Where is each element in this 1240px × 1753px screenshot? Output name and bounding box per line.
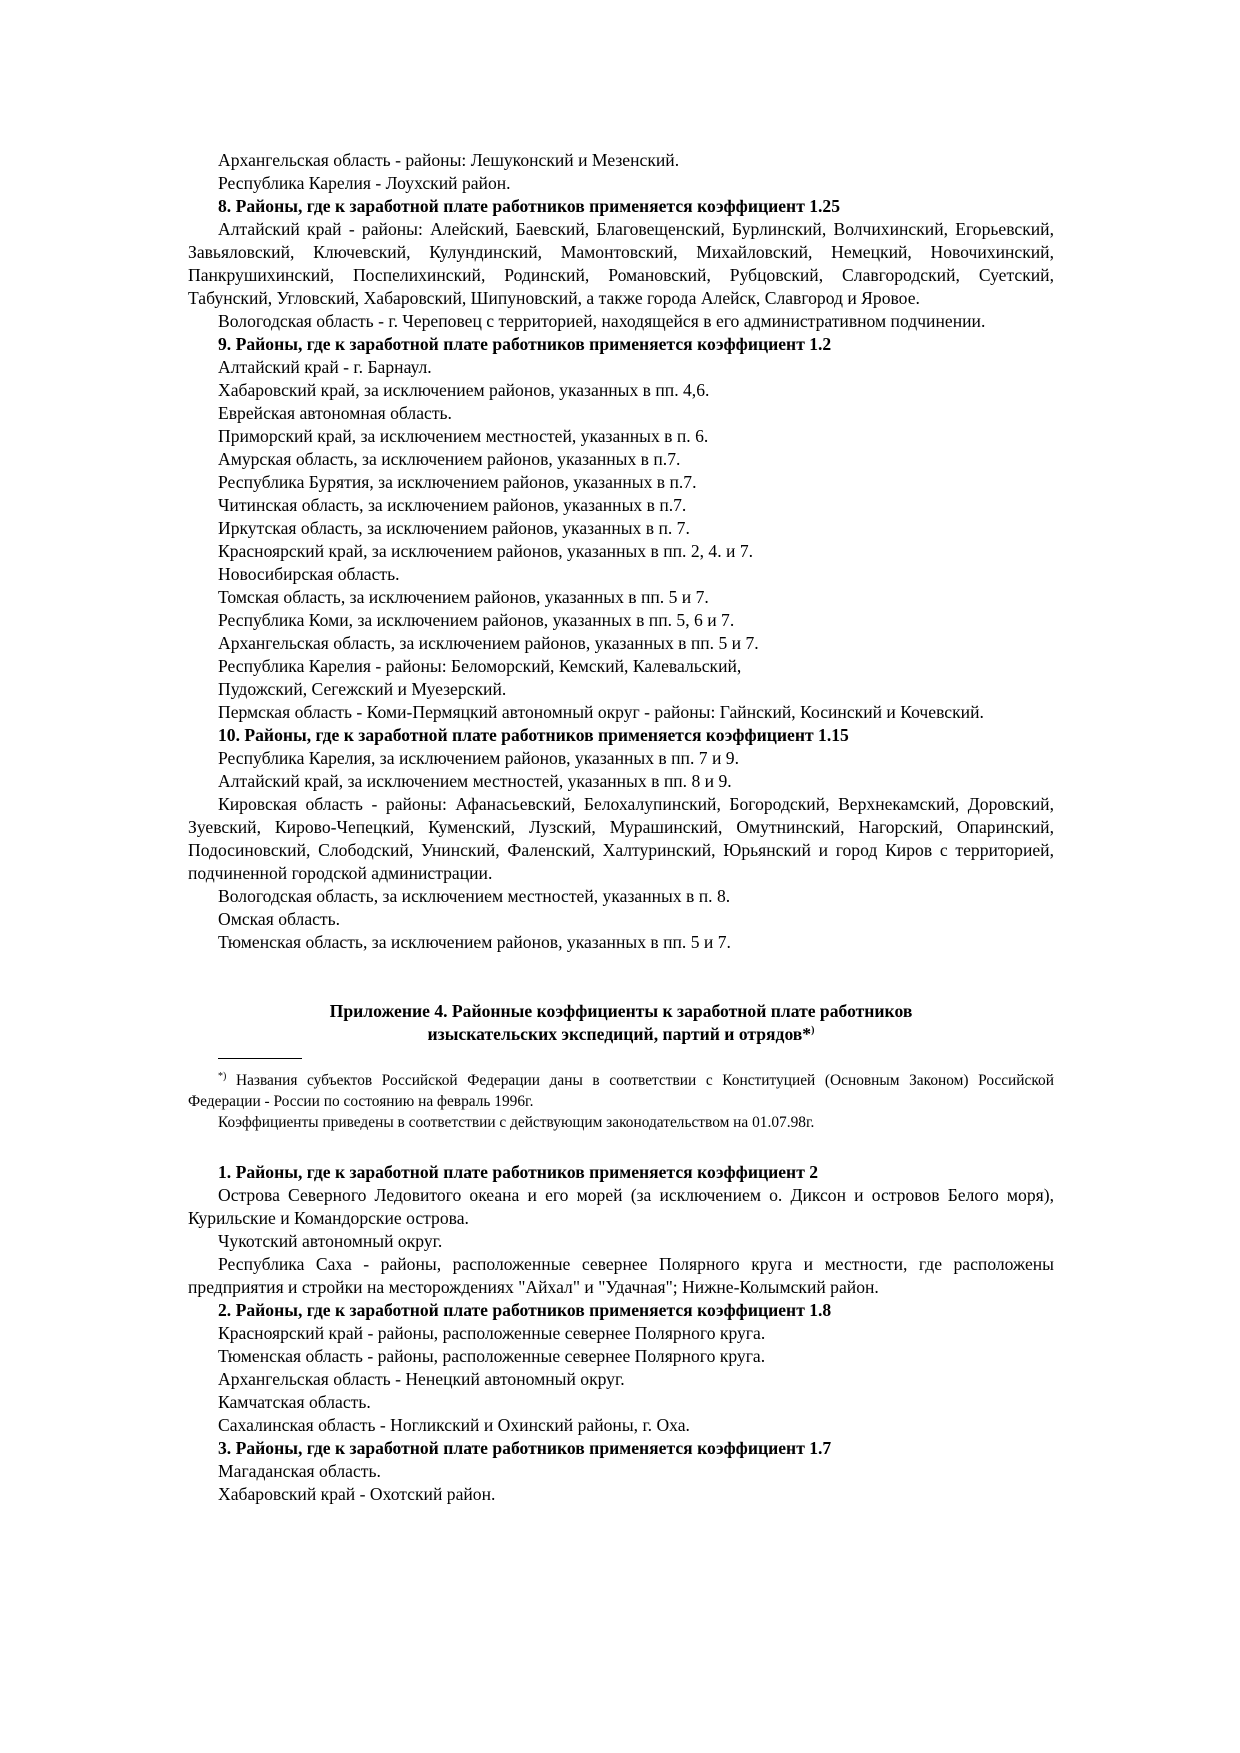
paragraph: Пермская область - Коми-Пермяцкий автономный округ - районы: Гайнский, Косинский и Кочевский. [218,702,984,722]
paragraph: Магаданская область. [218,1461,381,1481]
paragraph: Архангельская область, за исключением районов, указанных в пп. 5 и 7. [218,633,759,653]
paragraph: Острова Северного Ледовитого океана и его морей (за исключением о. Диксон и островов Белого моря), Курильские и Командорские острова. [188,1185,1054,1228]
paragraph: Читинская область, за исключением районов, указанных в п.7. [218,495,687,515]
section-heading: 8. Районы, где к заработной плате работников применяется коэффициент 1.25 [218,196,841,216]
paragraph: Республика Коми, за исключением районов, указанных в пп. 5, 6 и 7. [218,610,735,630]
paragraph: Республика Карелия - районы: Беломорский, Кемский, Калевальский, [218,656,742,676]
section-heading: 3. Районы, где к заработной плате работников применяется коэффициент 1.7 [218,1438,832,1458]
paragraph: Томская область, за исключением районов, указанных в пп. 5 и 7. [218,587,709,607]
paragraph: Приморский край, за исключением местностей, указанных в п. 6. [218,426,709,446]
footnote-note: Коэффициенты приведены в соответствии с действующим законодательством на 01.07.98г. [218,1114,815,1131]
section-heading: 2. Районы, где к заработной плате работников применяется коэффициент 1.8 [218,1300,832,1320]
paragraph: Республика Саха - районы, расположенные севернее Полярного круга и местности, где расположены предприятия и стройки на месторождениях "Айхал" и "Удачная"; Нижне-Колымский район. [188,1254,1054,1297]
paragraph: Тюменская область, за исключением районов, указанных в пп. 5 и 7. [218,932,731,952]
footnote-mark: *) [218,1070,227,1082]
paragraph: Вологодская область - г. Череповец с территорией, находящейся в его административном подчинении. [218,311,986,331]
paragraph: Архангельская область - Ненецкий автономный округ. [218,1369,625,1389]
paragraph: Кировская область - районы: Афанасьевский, Белохалупинский, Богородский, Верхнекамский, Доровский, Зуевский, Кирово-Чепецкий, Куменский, Лузский, Мурашинский, Омутнинский, Нагорский, Опаринский, Подосиновский, Слободский, Унинский, Фаленский, Халтуринский, Юрьянский и город Киров с территорией, подчиненной городской администрации. [188,794,1054,883]
footnote-separator [188,1046,1054,1070]
paragraph: Пудожский, Сегежский и Муезерский. [218,679,507,699]
footnote-text: Названия субъектов Российской Федерации даны в соответствии с Конституцией (Основным Законом) Российской Федерации - России по состоянию на февраль 1996г. [188,1072,1054,1110]
section-heading: 9. Районы, где к заработной плате работников применяется коэффициент 1.2 [218,334,832,354]
appendix-title [188,1000,1054,1046]
paragraph: Тюменская область - районы, расположенные севернее Полярного круга. [218,1346,766,1366]
paragraph: Иркутская область, за исключением районов, указанных в п. 7. [218,518,690,538]
paragraph: Камчатская область. [218,1392,371,1412]
paragraph: Сахалинская область - Ногликский и Охинский районы, г. Оха. [218,1415,690,1435]
paragraph: Республика Карелия - Лоухский район. [218,173,511,193]
paragraph: Хабаровский край - Охотский район. [218,1484,496,1504]
paragraph: Хабаровский край, за исключением районов, указанных в пп. 4,6. [218,380,710,400]
footnote-ref: ) [811,1025,815,1037]
paragraph: Архангельская область - районы: Лешуконский и Мезенский. [218,150,680,170]
paragraph: Новосибирская область. [218,564,400,584]
spacer [188,954,1054,1000]
paragraph: Еврейская автономная область. [218,403,452,423]
paragraph: Красноярский край, за исключением районов, указанных в пп. 2, 4. и 7. [218,541,754,561]
paragraph: Амурская область, за исключением районов, указанных в п.7. [218,449,681,469]
appendix-title-line1: Приложение 4. Районные коэффициенты к заработной плате работников [329,1001,913,1021]
paragraph: Омская область. [218,909,341,929]
section-heading: 10. Районы, где к заработной плате работников применяется коэффициент 1.15 [218,725,849,745]
paragraph: Вологодская область, за исключением местностей, указанных в п. 8. [218,886,731,906]
paragraph: Республика Карелия, за исключением районов, указанных в пп. 7 и 9. [218,748,739,768]
footnote [188,1070,1054,1112]
spacer [188,1133,1054,1161]
section-heading: 1. Районы, где к заработной плате работников применяется коэффициент 2 [218,1162,819,1182]
paragraph: Алтайский край - районы: Алейский, Баевский, Благовещенский, Бурлинский, Волчихинский, Егорьевский, Завьяловский, Ключевский, Кулундинский, Мамонтовский, Михайловский, Немецкий, Новочихинский, Панкрушихинский, Поспелихинский, Родинский, Романовский, Рубцовский, Славгородский, Суетский, Табунский, Угловский, Хабаровский, Шипуновский, а также города Алейск, Славгород и Яровое. [188,219,1054,308]
paragraph: Алтайский край, за исключением местностей, указанных в пп. 8 и 9. [218,771,732,791]
paragraph: Красноярский край - районы, расположенные севернее Полярного круга. [218,1323,766,1343]
appendix-title-line2: изыскательских экспедиций, партий и отрядов* [427,1024,812,1044]
document-page [188,149,1054,1506]
paragraph: Чукотский автономный округ. [218,1231,443,1251]
paragraph: Алтайский край - г. Барнаул. [218,357,432,377]
paragraph: Республика Бурятия, за исключением районов, указанных в п.7. [218,472,697,492]
footnote-rule [218,1058,302,1059]
